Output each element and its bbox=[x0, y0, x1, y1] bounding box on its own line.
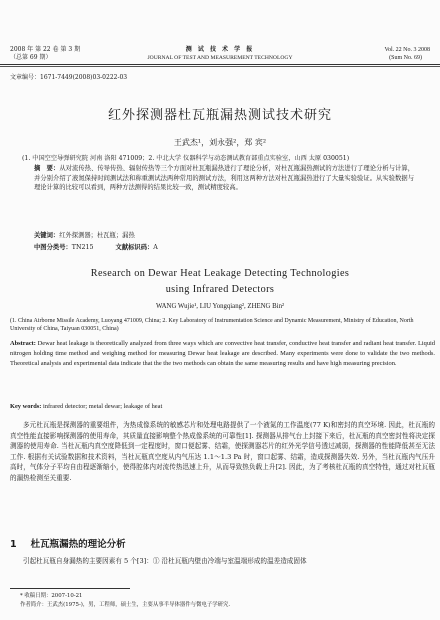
section-1-title: 杜瓦瓶漏热的理论分析 bbox=[30, 539, 126, 550]
keywords-cn bbox=[34, 230, 135, 239]
authors-cn: 王武杰¹，刘永强²，郑 宾² bbox=[173, 138, 267, 147]
header-journal-en: JOURNAL OF TEST AND MEASUREMENT TECHNOLOGY bbox=[147, 55, 293, 61]
header-rule-thin bbox=[0, 66, 440, 67]
header-volume-total: (Sum No. 69) bbox=[389, 55, 422, 61]
keywords-cn-text: 红外探测器；杜瓦瓶；漏热 bbox=[59, 232, 135, 239]
keywords-cn-label: 关键词： bbox=[34, 232, 60, 239]
header-issue-total: （总第 69 期） bbox=[10, 54, 52, 61]
title-en-line2: using Infrared Detectors bbox=[165, 284, 275, 295]
abstract-en-label: Abstract: bbox=[10, 340, 36, 347]
classification-cn bbox=[34, 242, 158, 251]
abstract-en-text: Dewar heat leakage is theoretically analyzed from three ways which are convective heat transfer, conductive heat transfer and radiant heat transfer. Liquid nitrogen holding time method and weighing method for measuring Dewar heat leakage are described. Many experiments were done to validate the two methods. Theoretical analysis and experimental data indicate that the the two methods can obtain the same measuring results and have high measuring precision. bbox=[10, 340, 435, 368]
keywords-en bbox=[10, 403, 162, 410]
title-en-line1: Research on Dewar Heat Leakage Detecting Technologies bbox=[90, 268, 350, 279]
keywords-en-text: infrared detector; metal dewar; leakage of heat bbox=[43, 403, 163, 410]
footnote-received: * 收稿日期：2007-10-21 bbox=[20, 593, 83, 599]
section-1-number: 1 bbox=[10, 539, 17, 550]
section-1-heading bbox=[10, 536, 126, 550]
affiliation-en: (1. China Airborne Missile Academy, Luoyang 471009, China; 2. Key Laboratory of Instrumentation Science and Dynamic Measurement, Ministry of Education, North University of China, Taiyuan 030051, China) bbox=[10, 318, 414, 332]
abstract-cn-text: 从对流传热、传导传热、辐射传热等三个方面对杜瓦瓶漏热进行了理论分析，对杜瓦瓶漏热测试的方法进行了理论分析与计算，并分别介绍了液氮保持时间测试法和称重测试法两种常用的测试方法，利用这两种方法对杜瓦瓶漏热进行了大量实验验证。从实验数据与理论计算的比较可以看到，两种方法测得的结果比较一致，测试精度较高。 bbox=[34, 165, 415, 191]
abstract-cn bbox=[34, 164, 414, 193]
clc-value: TN215 bbox=[71, 244, 94, 251]
doc-code-label: 文献标识码： bbox=[115, 244, 154, 251]
intro-paragraph: 多元杜瓦瓶是探测器的重要组件，为热成像系统的敏感芯片和处理电路提供了一个液氮的工作温度(77 K)和密封的真空环境. 因此，杜瓦瓶的真空性能直接影响探测器的使用寿命，其质量直接影响整个热成像系统的可靠性[1]. 探测器从排气台上封接下来后，杜瓦瓶的真空密封性将决定探测器的使用寿命. 当杜瓦瓶内真空度降低到一定程度时，窗口便起雾、结霜，使探测器芯片的红外光学信号透过减弱，探测器的性能降低甚至无法工作. 根据有关试验数据和技术资料，当杜瓦瓶真空度从内气压达 1.1～1.3 Pa 时，窗口起雾、结霜，造成探测器失效. 另外，当杜瓦瓶内气压升高时，气体分子平均自由程逐渐缩小，使得腔体内对流传热迅速上升，从而导致热负载上升[2]. 因此，为了考核杜瓦瓶的真空特性，通过对杜瓦瓶的漏热检测至关重要. bbox=[10, 421, 435, 482]
abstract-cn-label: 摘 要： bbox=[34, 165, 60, 172]
clc-label: 中图分类号： bbox=[34, 244, 72, 251]
abstract-en bbox=[10, 339, 435, 370]
header-journal-cn: 测 试 技 术 学 报 bbox=[185, 46, 255, 53]
footnote-bio: 作者简介：王武杰(1975-)，男，工程师，硕士生，主要从事半导体器件与微电子学研究. bbox=[20, 602, 231, 608]
authors-en: WANG Wujie¹, LIU Yongqiang², ZHENG Bin² bbox=[155, 303, 285, 310]
affiliation-cn: (1. 中国空空导弹研究院 河南 洛阳 471009；2. 中北大学 仪器科学与动态测试教育部重点实验室，山西 太原 030051) bbox=[22, 155, 350, 162]
header-issue: 2008 年 第 22 卷 第 3 期 bbox=[10, 46, 81, 53]
footnote-rule bbox=[10, 588, 130, 589]
title-cn: 红外探测器杜瓦瓶漏热测试技术研究 bbox=[107, 108, 332, 123]
header-volume: Vol. 22 No. 3 2008 bbox=[384, 47, 430, 53]
section-1-text: 引起杜瓦瓶自身漏热的主要因素有 5 个[3]：① 沿杜瓦瓶内壁由冷端与室温端形成的温差造成固体 bbox=[23, 557, 307, 565]
keywords-en-label: Key words: bbox=[10, 403, 42, 410]
header-rule bbox=[0, 64, 440, 65]
article-number: 文章编号：1671-7449(2008)03-0222-03 bbox=[10, 74, 128, 81]
doc-code-value: A bbox=[153, 244, 158, 251]
